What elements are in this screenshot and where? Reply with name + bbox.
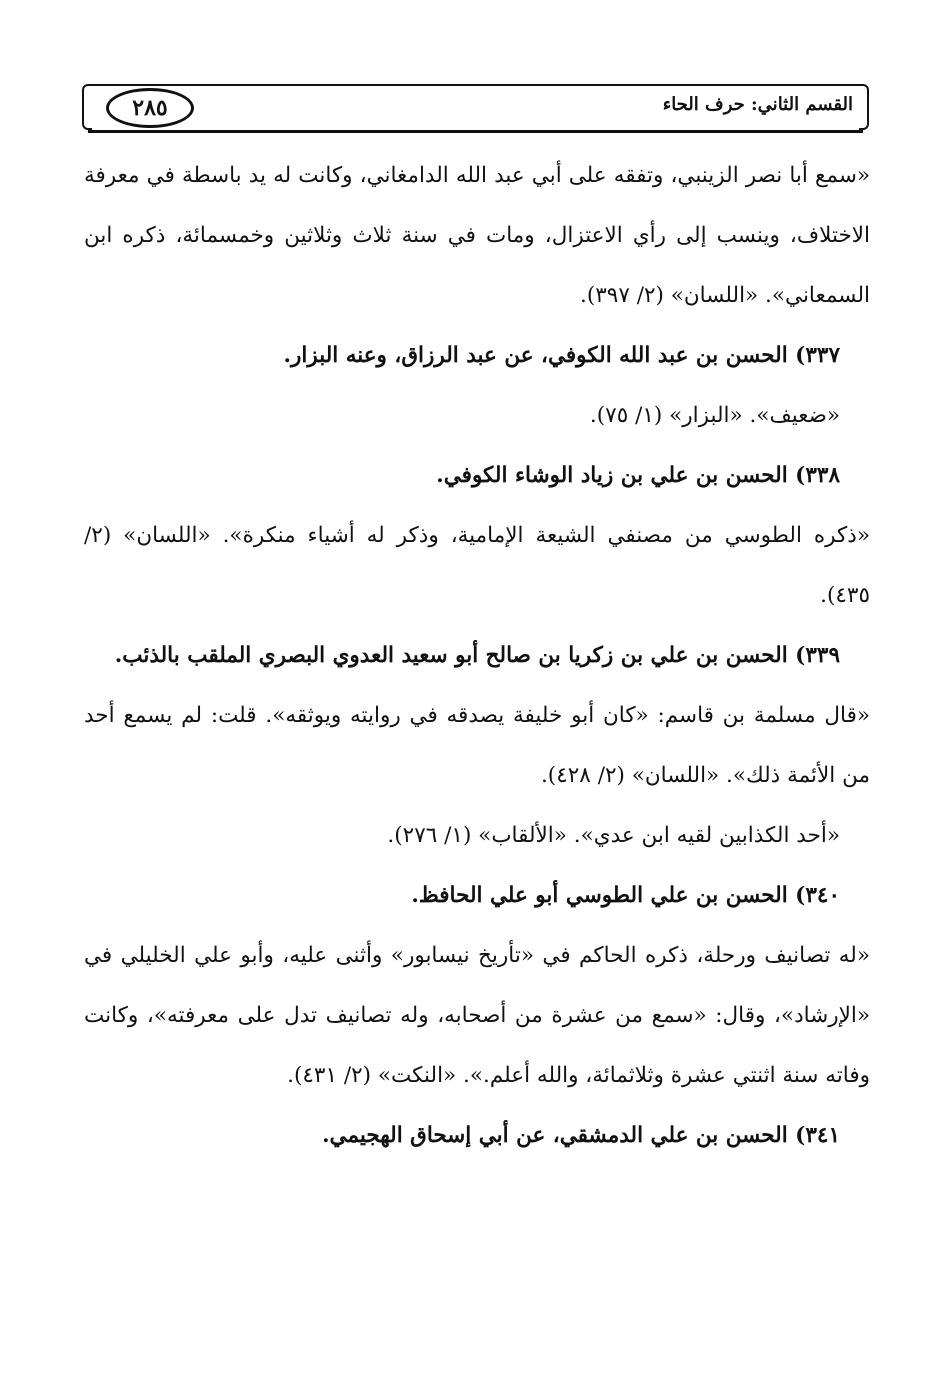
page-number: ٢٨٥ [106, 88, 194, 128]
entry-341: ٣٤١) الحسن بن علي الدمشقي، عن أبي إسحاق الهجيمي. [322, 1123, 840, 1148]
quote-paragraph: «ضعيف». «البزار» (١/ ٧٥). [589, 403, 840, 428]
quote-paragraph: «قال مسلمة بن قاسم: «كان أبو خليفة يصدقه في روايته ويوثقه». قلت: لم يسمع أحد من الأئمة ذلك». «اللسان» (٢/ ٤٢٨). [84, 703, 870, 788]
entry-338: ٣٣٨) الحسن بن علي بن زياد الوشاء الكوفي. [436, 463, 840, 488]
page-header [88, 84, 863, 133]
quote-paragraph: «ذكره الطوسي من مصنفي الشيعة الإمامية، وذكر له أشياء منكرة». «اللسان» (٢/ ٤٣٥). [84, 523, 870, 608]
page-body [84, 146, 870, 1166]
entry-337: ٣٣٧) الحسن بن عبد الله الكوفي، عن عبد الرزاق، وعنه البزار. [283, 343, 840, 368]
quote-paragraph: «أحد الكذابين لقيه ابن عدي». «الألقاب» (١/ ٢٧٦). [387, 823, 840, 848]
section-title: القسم الثاني: حرف الحاء [662, 94, 853, 115]
entry-340: ٣٤٠) الحسن بن علي الطوسي أبو علي الحافظ. [411, 883, 840, 908]
entry-339: ٣٣٩) الحسن بن علي بن زكريا بن صالح أبو سعيد العدوي البصري الملقب بالذئب. [114, 643, 840, 668]
quote-paragraph: «له تصانيف ورحلة، ذكره الحاكم في «تأريخ نيسابور» وأثنى عليه، وأبو علي الخليلي في «الإرشاد»، وقال: «سمع من عشرة من أصحابه، وله تصانيف تدل على معرفته»، وكانت وفاته سنة اثنتي عشرة وثلاثمائة، والله أعلم.». «النكت» (٢/ ٤٣١). [84, 943, 870, 1088]
quote-paragraph: «سمع أبا نصر الزينبي، وتفقه على أبي عبد الله الدامغاني، وكانت له يد باسطة في معرفة الاختلاف، وينسب إلى رأي الاعتزال، ومات في سنة ثلاث وثلاثين وخمسمائة، ذكره ابن السمعاني». «اللسان» (٢/ ٣٩٧). [84, 163, 871, 308]
